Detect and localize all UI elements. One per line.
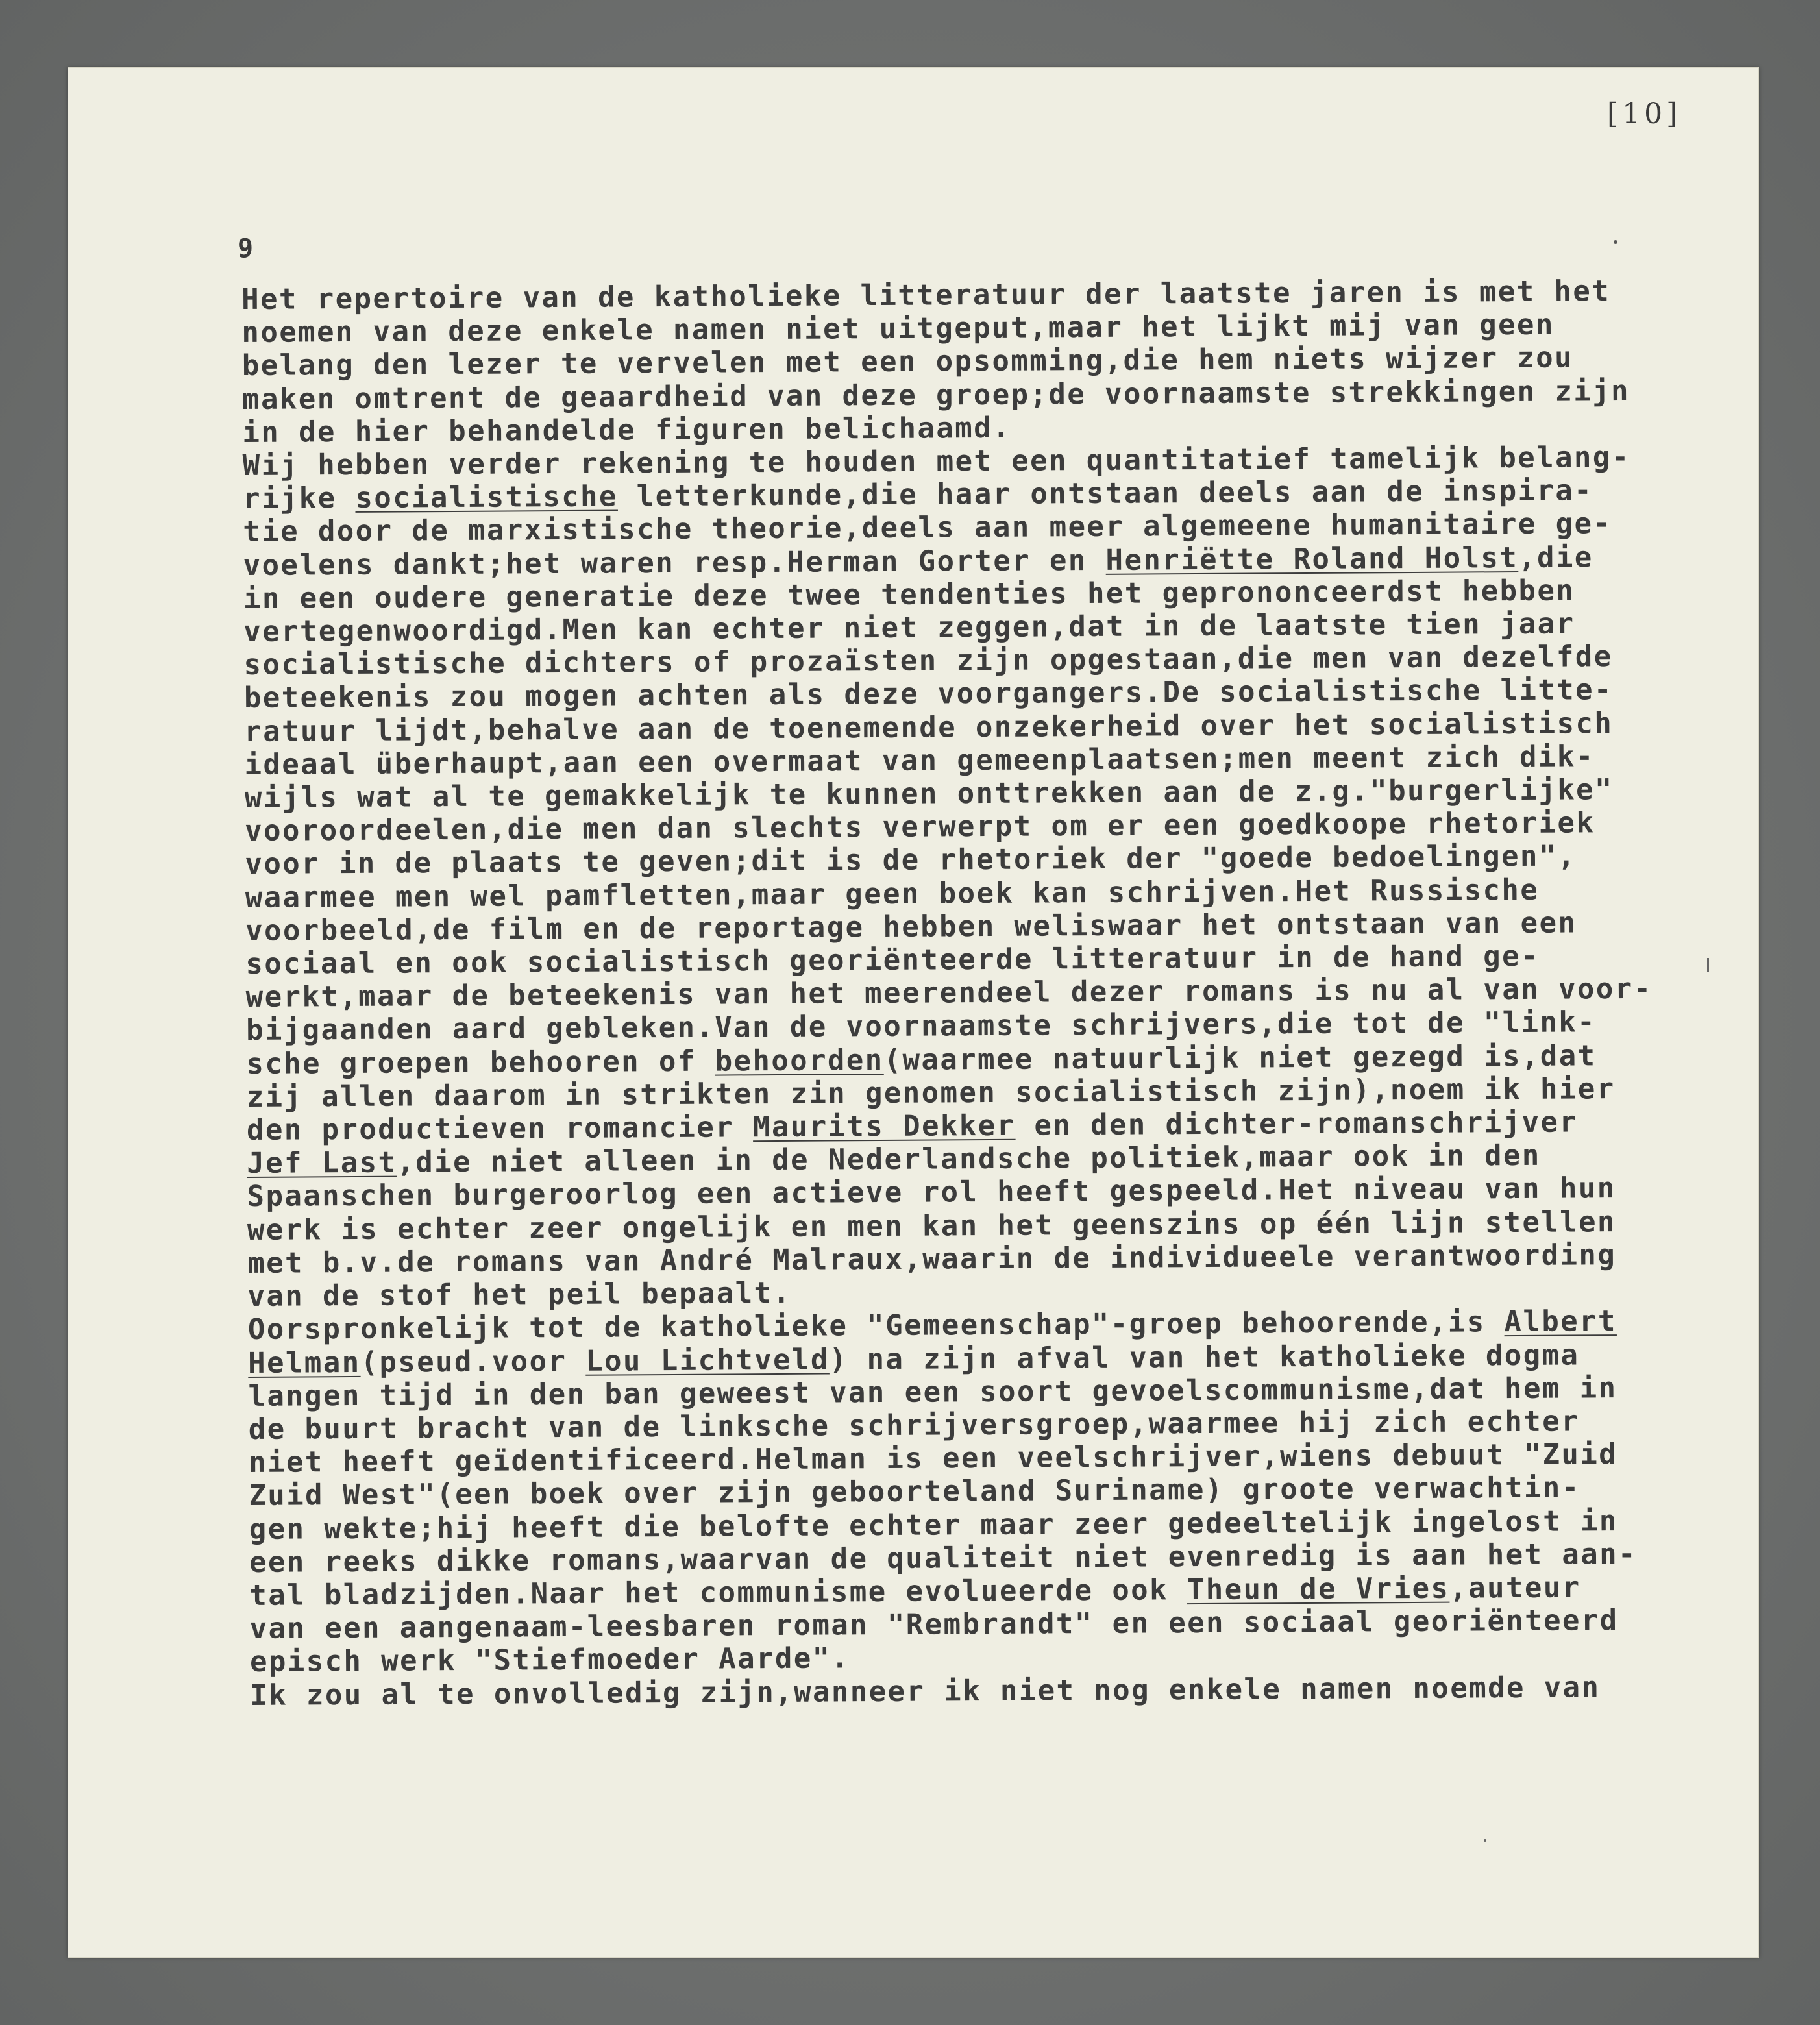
paragraph-4-line-1: Ik zou al te onvolledig zijn,wanneer ik niet nog enkele namen noemde van bbox=[250, 1670, 1601, 1712]
underlined-helman: Helman bbox=[248, 1345, 361, 1380]
paragraph-2-line-20: zij allen daarom in strikten zin genomen socialistisch zijn),noem ik hier bbox=[246, 1072, 1616, 1114]
paragraph-2-line-1: Wij hebben verder rekening te houden met een quantitatief tamelijk belang- bbox=[242, 440, 1630, 483]
underlined-theun-de-vries: Theun de Vries bbox=[1187, 1571, 1450, 1607]
paragraph-2-line-19: sche groepen behooren of behoorden(waarmee natuurlijk niet gezegd is,dat bbox=[246, 1038, 1597, 1081]
paragraph-3-line-3: langen tijd in den ban geweest van een soort gevoelscommunisme,dat hem in bbox=[248, 1371, 1617, 1413]
paragraph-2-line-23: Spaanschen burgeroorlog een actieve rol heeft gespeeld.Het niveau van hun bbox=[247, 1172, 1616, 1214]
paragraph-3-line-11: episch werk "Stiefmoeder Aarde". bbox=[249, 1641, 850, 1679]
underlined-lou-lichtveld: Lou Lichtveld bbox=[585, 1342, 830, 1378]
archive-page-number: [10] bbox=[1607, 97, 1682, 130]
underlined-albert: Albert bbox=[1504, 1305, 1617, 1339]
paragraph-2-line-24: werk is echter zeer ongelijk en men kan het geenszins op één lijn stellen bbox=[247, 1205, 1617, 1247]
paragraph-2-line-2: rijke socialistische letterkunde,die haar ontstaan deels aan de inspira- bbox=[242, 474, 1593, 516]
paragraph-1-line-1: Het repertoire van de katholieke litteratuur der laatste jaren is met het bbox=[241, 275, 1611, 316]
paragraph-2-line-15: voorbeeld,de film en de reportage hebben weliswaar het ontstaan van een bbox=[245, 906, 1577, 948]
paragraph-1-line-3: belang den lezer te vervelen met een opsomming,die hem niets wijzer zou bbox=[241, 341, 1574, 383]
body-text bbox=[241, 274, 1717, 1712]
paragraph-3-line-7: gen wekte;hij heeft die belofte echter maar zeer gedeeltelijk ingelost in bbox=[249, 1504, 1618, 1546]
underlined-jef-last: Jef Last bbox=[247, 1146, 397, 1181]
paragraph-2-line-4: voelens dankt;het waren resp.Herman Gorter en Henriëtte Roland Holst,die bbox=[243, 540, 1593, 582]
paragraph-3-line-6: Zuid West"(een boek over zijn geboorteland Suriname) groote verwachtin- bbox=[249, 1471, 1580, 1513]
paragraph-2-line-17: werkt,maar de beteekenis van het meerendeel dezer romans is nu al van voor- bbox=[245, 972, 1653, 1014]
paragraph-2-line-11: wijls wat al te gemakkelijk te kunnen onttrekken aan de z.g."burgerlijke" bbox=[244, 773, 1614, 815]
paragraph-3-line-1: Oorspronkelijk tot de katholieke "Gemeenschap"-groep behoorende,is Albert bbox=[247, 1305, 1617, 1347]
paragraph-2-line-5: in een oudere generatie deze twee tendenties het geprononceerdst hebben bbox=[243, 574, 1575, 615]
paragraph-2-line-3: tie door de marxistische theorie,deels aan meer algemeene humanitaire ge- bbox=[243, 507, 1612, 549]
paragraph-2-line-18: bijgaanden aard gebleken.Van de voornaamste schrijvers,die tot de "link- bbox=[245, 1005, 1597, 1048]
paragraph-2-line-25: met b.v.de romans van André Malraux,waarin de individueele verantwoording bbox=[247, 1238, 1617, 1280]
paragraph-2-line-14: waarmee men wel pamfletten,maar geen boek kan schrijven.Het Russische bbox=[245, 873, 1540, 914]
paragraph-1-line-5: in de hier behandelde figuren belichaamd. bbox=[242, 411, 1012, 449]
paragraph-2-line-6: vertegenwoordigd.Men kan echter niet zeggen,dat in de laatste tien jaar bbox=[243, 607, 1575, 649]
paragraph-3-line-9: tal bladzijden.Naar het communisme evolueerde ook Theun de Vries,auteur bbox=[249, 1571, 1581, 1612]
ink-dot bbox=[1614, 240, 1617, 244]
paragraph-2-line-21: den productieven romancier Maurits Dekker en den dichter-romanschrijver bbox=[246, 1105, 1579, 1148]
paragraph-3-line-10: van een aangenaam-leesbaren roman "Rembrandt" en een sociaal georiënteerd bbox=[249, 1604, 1619, 1646]
paragraph-2-line-16: sociaal en ook socialistisch georiënteerde litteratuur in de hand ge- bbox=[245, 939, 1540, 981]
underlined-maurits-dekker: Maurits Dekker bbox=[752, 1109, 1016, 1144]
paragraph-2-line-7: socialistische dichters of prozaïsten zijn opgestaan,die men van dezelfde bbox=[243, 640, 1613, 682]
underlined-socialistische: socialistische bbox=[355, 480, 618, 515]
paragraph-1-line-4: maken omtrent de geaardheid van deze groep;de voornaamste strekkingen zijn bbox=[241, 374, 1630, 416]
paragraph-3-line-5: niet heeft geïdentificeerd.Helman is een veelschrijver,wiens debuut "Zuid bbox=[248, 1438, 1618, 1480]
page-number: 9 bbox=[238, 234, 254, 264]
paragraph-3-line-4: de buurt bracht van de linksche schrijversgroep,waarmee hij zich echter bbox=[248, 1405, 1580, 1446]
paragraph-3-line-8: een reeks dikke romans,waarvan de qualiteit niet evenredig is aan het aan- bbox=[249, 1537, 1638, 1579]
paragraph-2-line-13: voor in de plaats te geven;dit is de rhetoriek der "goede bedoelingen", bbox=[245, 839, 1577, 881]
paragraph-2-line-12: vooroordeelen,die men dan slechts verwerpt om er een goedkoope rhetoriek bbox=[245, 806, 1595, 848]
paragraph-2-line-22: Jef Last,die niet alleen in de Nederlandsche politiek,maar ook in den bbox=[247, 1139, 1541, 1181]
paragraph-2-line-26: van de stof het peil bepaalt. bbox=[247, 1276, 792, 1314]
ink-speck bbox=[1484, 1839, 1486, 1842]
underlined-henriette-roland-holst: Henriëtte Roland Holst bbox=[1105, 541, 1519, 577]
paragraph-2-line-9: ratuur lijdt,behalve aan de toenemende onzekerheid over het socialistisch bbox=[244, 706, 1614, 748]
paragraph-2-line-10: ideaal überhaupt,aan een overmaat van gemeenplaatsen;men meent zich dik- bbox=[244, 740, 1595, 781]
margin-mark bbox=[1707, 958, 1709, 972]
paragraph-2-line-8: beteekenis zou mogen achten als deze voorgangers.De socialistische litte- bbox=[243, 673, 1614, 715]
paragraph-3-line-2: Helman(pseud.voor Lou Lichtveld) na zijn afval van het katholieke dogma bbox=[248, 1338, 1580, 1380]
paragraph-1-line-2: noemen van deze enkele namen niet uitgeput,maar het lijkt mij van geen bbox=[241, 308, 1555, 350]
underlined-behoorden: behoorden bbox=[715, 1043, 884, 1078]
